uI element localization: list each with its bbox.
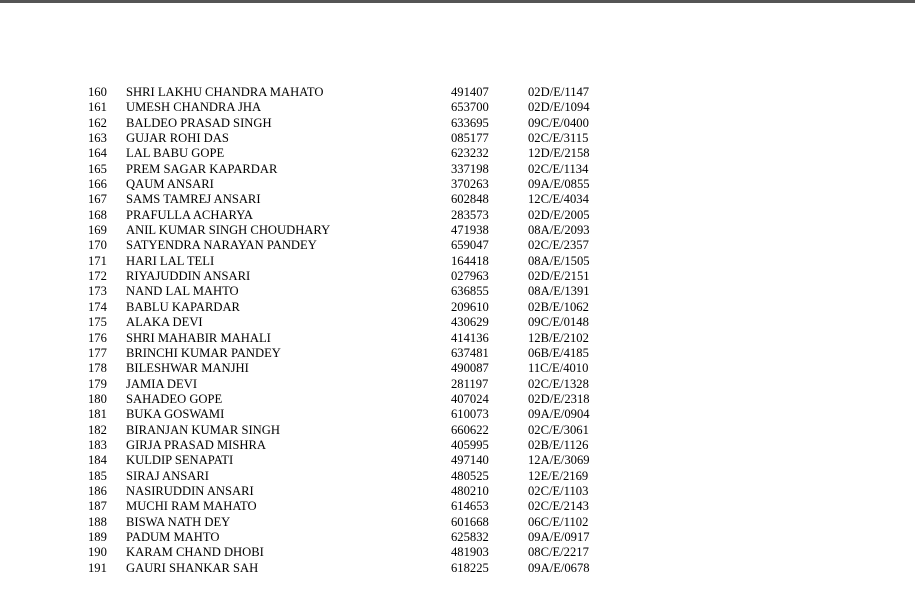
id-number: 623232 [451, 146, 489, 161]
reference-code: 09A/E/0904 [528, 407, 590, 422]
person-name: GUJAR ROHI DAS [126, 131, 229, 146]
person-name: JAMIA DEVI [126, 376, 198, 391]
serial-number: 166 [88, 177, 107, 192]
person-name: BALDEO PRASAD SINGH [126, 115, 272, 130]
reference-code: 02D/E/1094 [528, 100, 590, 115]
id-number: 480525 [451, 468, 489, 483]
person-name: PRAFULLA ACHARYA [126, 207, 254, 222]
person-name: BILESHWAR MANJHI [126, 361, 249, 376]
id-number: 491407 [451, 85, 489, 99]
document-page[interactable] [0, 3, 915, 610]
person-name: SHRI MAHABIR MAHALI [126, 330, 271, 345]
person-name: SATYENDRA NARAYAN PANDEY [126, 238, 317, 253]
id-number: 430629 [451, 315, 489, 330]
person-name: QAUM ANSARI [126, 177, 214, 192]
reference-code: 02C/E/2357 [528, 238, 589, 253]
id-number: 490087 [451, 361, 489, 376]
id-number: 414136 [451, 330, 489, 345]
reference-code: 09C/E/0400 [528, 115, 589, 130]
serial-number: 188 [88, 514, 107, 529]
person-name: BIRANJAN KUMAR SINGH [126, 422, 280, 437]
id-number: 636855 [451, 284, 489, 299]
reference-code: 06C/E/1102 [528, 514, 589, 529]
person-name: SAMS TAMREJ ANSARI [126, 192, 261, 207]
person-name: PREM SAGAR KAPARDAR [126, 161, 278, 176]
reference-code: 02C/E/1328 [528, 376, 589, 391]
reference-code: 02C/E/3115 [528, 131, 589, 146]
reference-code: 12C/E/4034 [528, 192, 589, 207]
id-number: 481903 [451, 545, 489, 560]
reference-code: 09C/E/0148 [528, 315, 589, 330]
reference-code: 12D/E/2158 [528, 146, 590, 161]
person-name: RIYAJUDDIN ANSARI [126, 269, 251, 284]
reference-code: 09A/E/0678 [528, 560, 590, 575]
id-number: 614653 [451, 499, 489, 514]
person-name: SIRAJ ANSARI [126, 468, 209, 483]
serial-number: 171 [88, 253, 107, 268]
person-name: PADUM MAHTO [126, 529, 220, 544]
id-number: 610073 [451, 407, 489, 422]
person-name: MUCHI RAM MAHATO [126, 499, 257, 514]
person-name: UMESH CHANDRA JHA [126, 100, 262, 115]
serial-number: 178 [88, 361, 107, 376]
serial-number: 176 [88, 330, 107, 345]
serial-number: 181 [88, 407, 107, 422]
person-name: HARI LAL TELI [126, 253, 215, 268]
id-number: 337198 [451, 161, 489, 176]
serial-number: 160 [88, 85, 107, 99]
reference-code: 06B/E/4185 [528, 345, 589, 360]
id-number: 164418 [451, 253, 489, 268]
person-name: BISWA NATH DEY [126, 514, 231, 529]
reference-code: 02C/E/1103 [528, 483, 589, 498]
id-number: 633695 [451, 115, 489, 130]
serial-number: 187 [88, 499, 107, 514]
person-name: GAURI SHANKAR SAH [126, 560, 259, 575]
person-name: NAND LAL MAHTO [126, 284, 239, 299]
reference-code: 09A/E/0917 [528, 529, 590, 544]
id-number: 602848 [451, 192, 489, 207]
id-number: 027963 [451, 269, 489, 284]
reference-code: 12B/E/2102 [528, 330, 589, 345]
person-name: SHRI LAKHU CHANDRA MAHATO [126, 85, 324, 99]
reference-code: 02D/E/2318 [528, 391, 590, 406]
id-number: 625832 [451, 529, 489, 544]
person-name: LAL BABU GOPE [126, 146, 225, 161]
id-number: 637481 [451, 345, 489, 360]
reference-code: 02C/E/3061 [528, 422, 589, 437]
serial-number: 163 [88, 131, 107, 146]
reference-code: 08A/E/1391 [528, 284, 590, 299]
id-number: 085177 [451, 131, 489, 146]
reference-code: 02D/E/1147 [528, 85, 590, 99]
person-name: SAHADEO GOPE [126, 391, 223, 406]
reference-code: 02C/E/2143 [528, 499, 589, 514]
id-number: 370263 [451, 177, 489, 192]
serial-number: 185 [88, 468, 107, 483]
reference-code: 02B/E/1126 [528, 437, 589, 452]
serial-number: 184 [88, 453, 107, 468]
serial-number: 179 [88, 376, 107, 391]
person-name: ANIL KUMAR SINGH CHOUDHARY [126, 223, 331, 238]
serial-number: 169 [88, 223, 107, 238]
person-name: ALAKA DEVI [126, 315, 203, 330]
serial-number: 172 [88, 269, 107, 284]
person-name: NASIRUDDIN ANSARI [126, 483, 254, 498]
person-name: GIRJA PRASAD MISHRA [126, 437, 266, 452]
serial-number: 161 [88, 100, 107, 115]
reference-code: 11C/E/4010 [528, 361, 589, 376]
serial-number: 175 [88, 315, 107, 330]
reference-code: 12A/E/3069 [528, 453, 590, 468]
id-number: 660622 [451, 422, 489, 437]
reference-code: 12E/E/2169 [528, 468, 589, 483]
serial-number: 180 [88, 391, 107, 406]
id-number: 618225 [451, 560, 489, 575]
serial-number: 186 [88, 483, 107, 498]
serial-number: 168 [88, 207, 107, 222]
serial-number: 165 [88, 161, 107, 176]
reference-code: 09A/E/0855 [528, 177, 590, 192]
person-name: BUKA GOSWAMI [126, 407, 225, 422]
reference-code: 08A/E/1505 [528, 253, 590, 268]
reference-code: 02D/E/2151 [528, 269, 590, 284]
reference-code: 02D/E/2005 [528, 207, 590, 222]
id-number: 283573 [451, 207, 489, 222]
serial-number: 174 [88, 299, 107, 314]
serial-number: 189 [88, 529, 107, 544]
id-number: 281197 [451, 376, 489, 391]
id-number: 471938 [451, 223, 489, 238]
serial-number: 183 [88, 437, 107, 452]
id-number: 601668 [451, 514, 489, 529]
person-name: KULDIP SENAPATI [126, 453, 234, 468]
serial-number: 162 [88, 115, 107, 130]
serial-number: 164 [88, 146, 107, 161]
person-name: BRINCHI KUMAR PANDEY [126, 345, 281, 360]
id-number: 497140 [451, 453, 489, 468]
reference-code: 08C/E/2217 [528, 545, 589, 560]
id-number: 480210 [451, 483, 489, 498]
serial-number: 167 [88, 192, 107, 207]
id-number: 407024 [451, 391, 489, 406]
person-name: BABLU KAPARDAR [126, 299, 240, 314]
reference-code: 08A/E/2093 [528, 223, 590, 238]
person-name: KARAM CHAND DHOBI [126, 545, 264, 560]
reference-code: 02B/E/1062 [528, 299, 589, 314]
serial-number: 177 [88, 345, 107, 360]
id-number: 209610 [451, 299, 489, 314]
serial-number: 182 [88, 422, 107, 437]
serial-number: 170 [88, 238, 107, 253]
id-number: 653700 [451, 100, 489, 115]
serial-number: 190 [88, 545, 107, 560]
reference-code: 02C/E/1134 [528, 161, 589, 176]
serial-number: 191 [88, 560, 107, 575]
id-number: 405995 [451, 437, 489, 452]
id-number: 659047 [451, 238, 489, 253]
serial-number: 173 [88, 284, 107, 299]
